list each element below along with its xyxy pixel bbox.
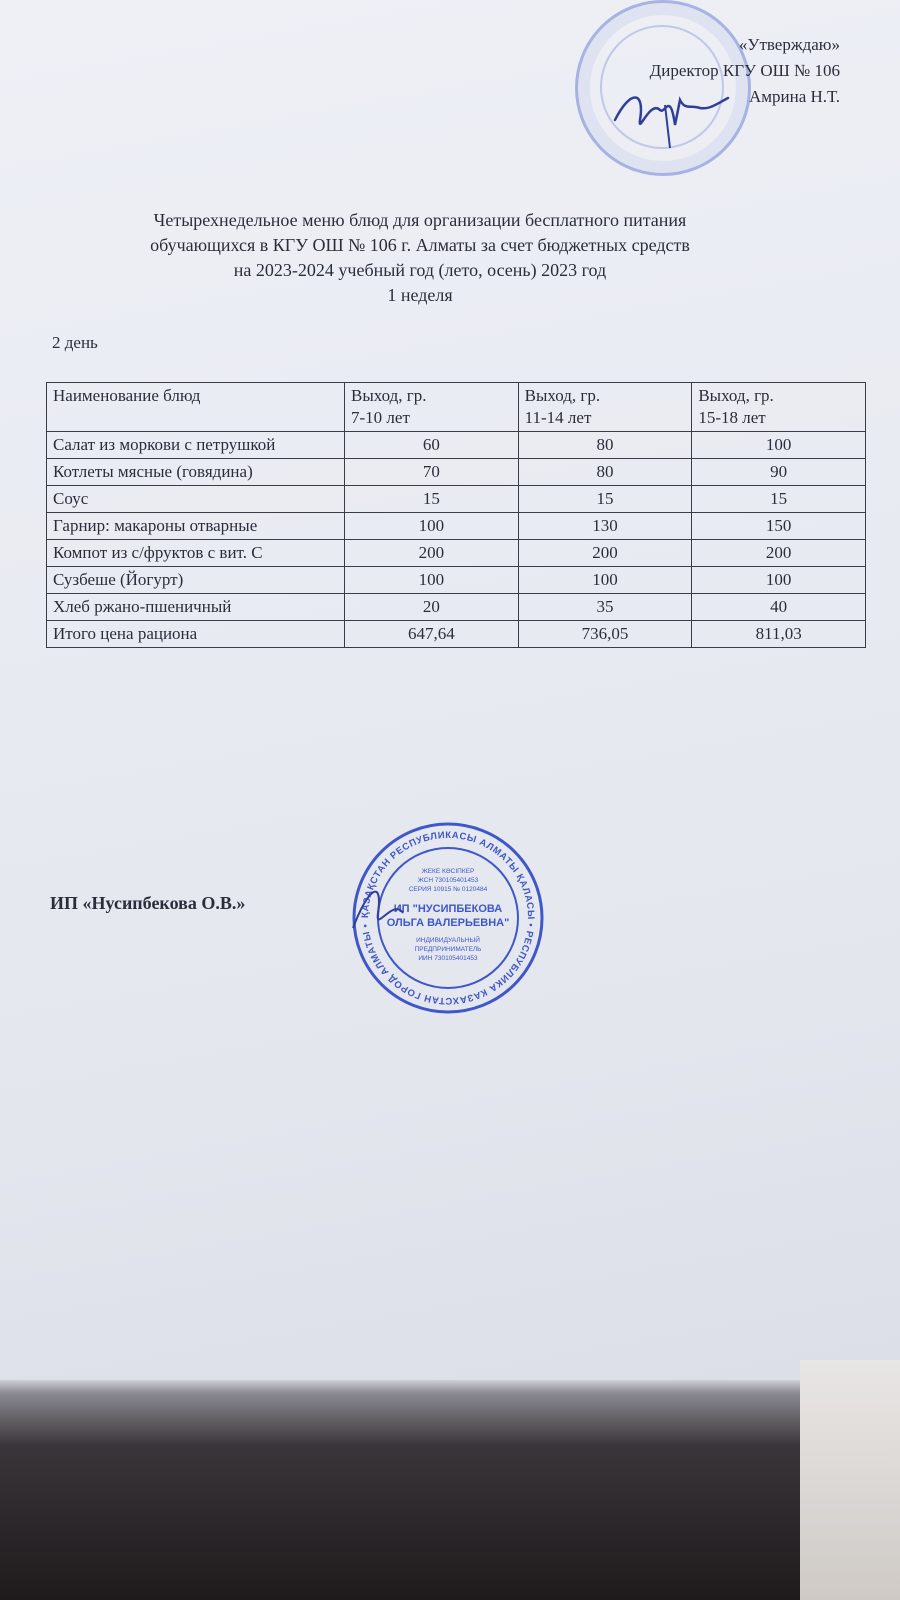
portion-11-14: 15 bbox=[518, 486, 692, 513]
header-dish-name-label: Наименование блюд bbox=[53, 386, 201, 405]
dish-name: Котлеты мясные (говядина) bbox=[47, 459, 345, 486]
table-row bbox=[47, 459, 866, 486]
header-label: Выход, гр. bbox=[698, 386, 774, 405]
portion-11-14: 200 bbox=[518, 540, 692, 567]
portion-15-18: 15 bbox=[692, 486, 866, 513]
approval-line-3: Амрина Н.Т. bbox=[749, 87, 840, 106]
title-line-2: обучающихся в КГУ ОШ № 106 г. Алматы за счет бюджетных средств bbox=[150, 235, 690, 255]
document-title bbox=[40, 208, 800, 308]
portion-15-18: 40 bbox=[692, 594, 866, 621]
supplier-name: ИП «Нусипбекова О.В.» bbox=[50, 893, 246, 913]
stamp-small-top-2: ЖСН 730105401453 bbox=[417, 877, 479, 884]
title-line-3: на 2023-2024 учебный год (лето, осень) 2023 год bbox=[233, 260, 607, 280]
dish-name: Салат из моркови с петрушкой bbox=[47, 432, 345, 459]
portion-7-10: 100 bbox=[345, 567, 519, 594]
header-age: 7-10 лет bbox=[351, 408, 410, 427]
portion-15-18: 100 bbox=[692, 567, 866, 594]
day-label: 2 день bbox=[52, 333, 98, 352]
table-header-row bbox=[47, 383, 866, 432]
portion-15-18: 200 bbox=[692, 540, 866, 567]
background-surface bbox=[0, 1380, 800, 1600]
dish-name: Компот из с/фруктов с вит. С bbox=[47, 540, 345, 567]
director-signature bbox=[610, 80, 730, 150]
title-line-1: Четырехнедельное меню блюд для организации бесплатного питания bbox=[153, 210, 687, 230]
header-age-11-14 bbox=[518, 383, 692, 432]
header-label: Выход, гр. bbox=[524, 386, 601, 405]
header-age: 11-14 лет bbox=[524, 408, 592, 427]
dish-name: Сузбеше (Йогурт) bbox=[47, 567, 345, 594]
portion-11-14: 130 bbox=[518, 513, 692, 540]
header-age-15-18 bbox=[692, 383, 866, 432]
table-total-row bbox=[47, 621, 866, 648]
header-label: Выход, гр. bbox=[351, 386, 427, 405]
supplier-stamp bbox=[348, 818, 548, 1018]
portion-11-14: 35 bbox=[518, 594, 692, 621]
total-label: Итого цена рациона bbox=[47, 621, 345, 648]
table-row bbox=[47, 594, 866, 621]
background-desk bbox=[800, 1360, 900, 1600]
stamp-center-line-1: ИП "НУСИПБЕКОВА bbox=[393, 903, 503, 915]
stamp-ring-text: ҚАЗАҚСТАН РЕСПУБЛИКАСЫ АЛМАТЫ ҚАЛАСЫ • РЕСПУБЛИКА КАЗАХСТАН ГОРОД АЛМАТЫ • bbox=[359, 829, 537, 1007]
header-dish-name bbox=[47, 383, 345, 432]
table-row bbox=[47, 567, 866, 594]
portion-15-18: 150 bbox=[692, 513, 866, 540]
total-7-10: 647,64 bbox=[345, 621, 519, 648]
menu-table bbox=[46, 382, 866, 648]
portion-7-10: 200 bbox=[345, 540, 519, 567]
table-row bbox=[47, 540, 866, 567]
portion-7-10: 15 bbox=[345, 486, 519, 513]
table-row bbox=[47, 486, 866, 513]
total-15-18: 811,03 bbox=[692, 621, 866, 648]
stamp-small-top-3: СЕРИЯ 10915 № 0120484 bbox=[408, 886, 488, 893]
dish-name: Гарнир: макароны отварные bbox=[47, 513, 345, 540]
stamp-small-bottom-3: ИИН 730105401453 bbox=[418, 955, 478, 962]
header-age: 15-18 лет bbox=[698, 408, 766, 427]
dish-name: Хлеб ржано-пшеничный bbox=[47, 594, 345, 621]
portion-7-10: 60 bbox=[345, 432, 519, 459]
portion-15-18: 100 bbox=[692, 432, 866, 459]
approval-line-2: Директор КГУ ОШ № 106 bbox=[649, 61, 840, 80]
portion-7-10: 70 bbox=[345, 459, 519, 486]
portion-11-14: 80 bbox=[518, 459, 692, 486]
table-row bbox=[47, 513, 866, 540]
title-line-4: 1 неделя bbox=[387, 285, 453, 305]
stamp-small-top-1: ЖЕКЕ КӘСІПКЕР bbox=[421, 868, 475, 875]
stamp-small-bottom-2: ПРЕДПРИНИМАТЕЛЬ bbox=[414, 946, 482, 953]
portion-7-10: 20 bbox=[345, 594, 519, 621]
portion-7-10: 100 bbox=[345, 513, 519, 540]
table-row bbox=[47, 432, 866, 459]
portion-11-14: 80 bbox=[518, 432, 692, 459]
approval-line-1: «Утверждаю» bbox=[738, 35, 840, 54]
stamp-center-line-2: ОЛЬГА ВАЛЕРЬЕВНА" bbox=[386, 917, 510, 929]
total-11-14: 736,05 bbox=[518, 621, 692, 648]
portion-15-18: 90 bbox=[692, 459, 866, 486]
header-age-7-10 bbox=[345, 383, 519, 432]
portion-11-14: 100 bbox=[518, 567, 692, 594]
stamp-small-bottom-1: ИНДИВИДУАЛЬНЫЙ bbox=[416, 937, 480, 944]
dish-name: Соус bbox=[47, 486, 345, 513]
